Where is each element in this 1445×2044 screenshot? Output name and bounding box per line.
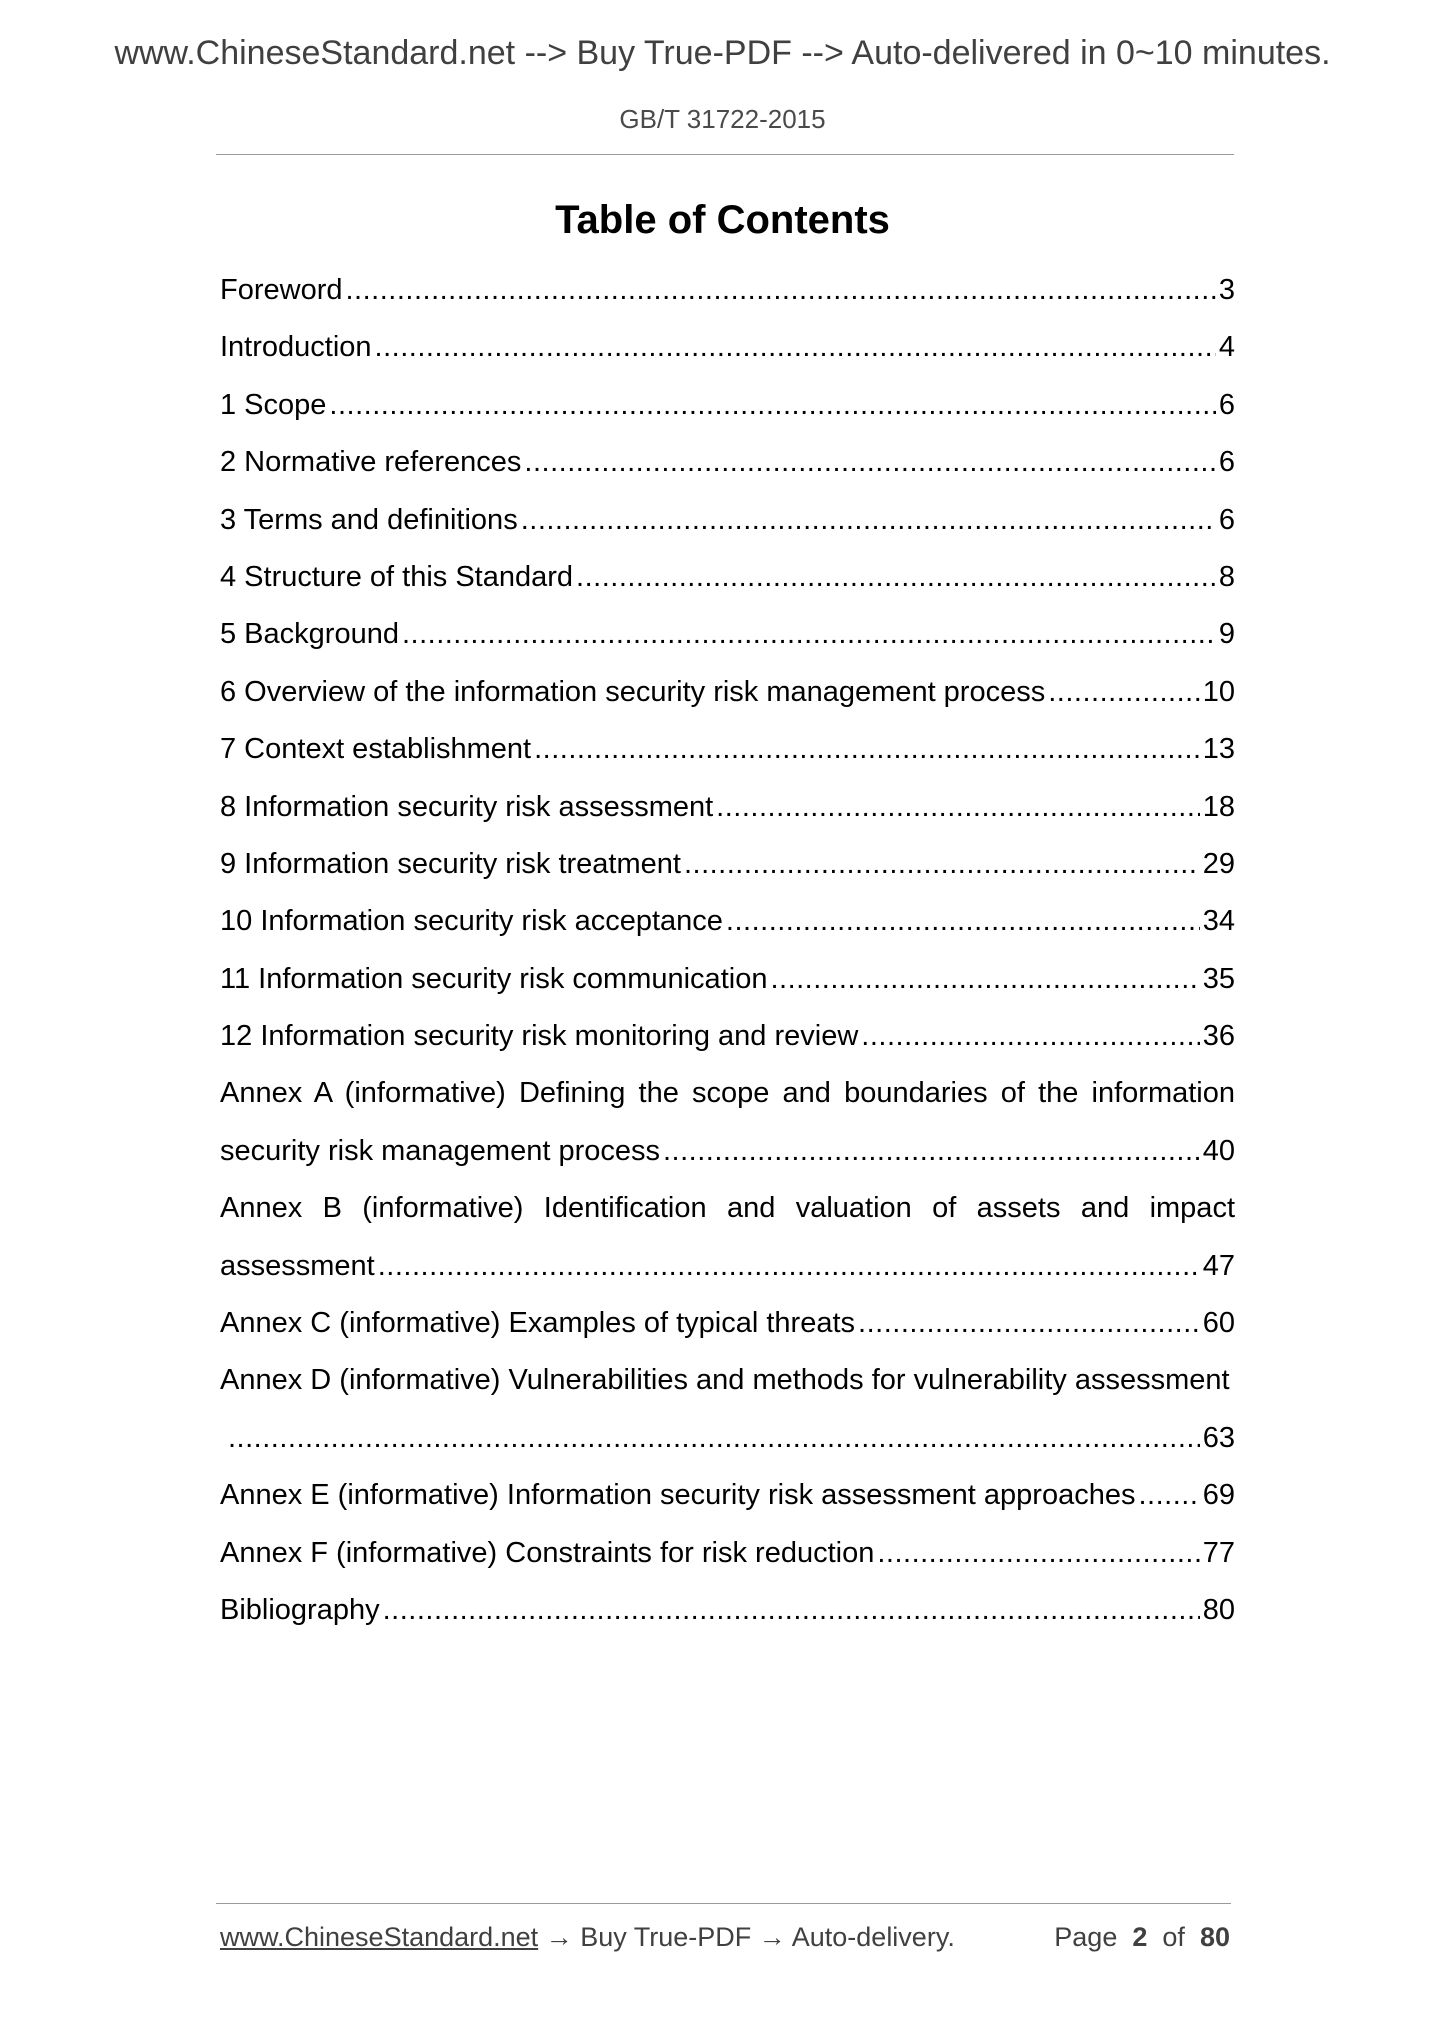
- page-footer: [220, 1922, 1230, 1953]
- toc-entry-page: 4: [1218, 331, 1235, 364]
- toc-entry-title: assessment: [220, 1249, 375, 1282]
- dot-leader: [383, 1582, 1200, 1639]
- toc-entry-page: 36: [1202, 1020, 1235, 1053]
- toc-entry-page: 47: [1202, 1249, 1235, 1282]
- toc-entry-foreword[interactable]: [220, 262, 1235, 319]
- toc-entry-annex-c[interactable]: [220, 1295, 1235, 1352]
- toc-entry-title: 10 Information security risk acceptance: [220, 905, 723, 938]
- toc-entry-page: 80: [1202, 1593, 1235, 1626]
- footer-site-link[interactable]: www.ChineseStandard.net: [220, 1922, 539, 1952]
- toc-entry-title: Annex A (informative) Defining the scope and boundaries of the information: [220, 1077, 1235, 1110]
- page-label: Page: [1054, 1922, 1118, 1952]
- toc-entry-risk-assessment[interactable]: [220, 779, 1235, 836]
- toc-entry-context-establishment[interactable]: [220, 721, 1235, 778]
- dot-leader: [378, 1238, 1200, 1295]
- toc-entry-annex-f[interactable]: [220, 1525, 1235, 1582]
- header-divider: [216, 154, 1234, 155]
- toc-entry-bibliography[interactable]: [220, 1582, 1235, 1639]
- dot-leader: [716, 779, 1200, 836]
- toc-entry-page: 13: [1202, 733, 1235, 766]
- toc-entry-title: 5 Background: [220, 618, 399, 651]
- toc-entry-title: 7 Context establishment: [220, 733, 532, 766]
- toc-entry-title: 9 Information security risk treatment: [220, 847, 681, 880]
- dot-leader: [1138, 1467, 1199, 1524]
- toc-entry-annex-e[interactable]: [220, 1467, 1235, 1524]
- toc-entry-risk-treatment[interactable]: [220, 836, 1235, 893]
- of-label: of: [1162, 1922, 1185, 1952]
- toc-entry-overview[interactable]: [220, 664, 1235, 721]
- standard-code: GB/T 31722-2015: [619, 104, 826, 134]
- toc-entry-page: 40: [1202, 1134, 1235, 1167]
- toc-entry-title: 6 Overview of the information security risk management process: [220, 675, 1046, 708]
- toc-entry-annex-a-line2[interactable]: [220, 1123, 1235, 1180]
- toc-entry-page: 18: [1202, 790, 1235, 823]
- dot-leader: [228, 1410, 1200, 1467]
- page-total: 80: [1199, 1922, 1230, 1952]
- toc-entry-annex-a-line1[interactable]: [220, 1065, 1235, 1122]
- dot-leader: [534, 721, 1200, 778]
- toc-entry-page: 35: [1202, 962, 1235, 995]
- toc-entry-page: 6: [1218, 503, 1235, 536]
- footer-left: [220, 1922, 955, 1953]
- toc-entry-risk-acceptance[interactable]: [220, 893, 1235, 950]
- toc-entry-title: 12 Information security risk monitoring and review: [220, 1020, 859, 1053]
- toc-entry-title: 11 Information security risk communication: [220, 962, 768, 995]
- toc-entry-normative-references[interactable]: [220, 434, 1235, 491]
- footer-tagline: → Buy True-PDF → Auto-delivery.: [538, 1922, 955, 1952]
- toc-entry-title: 8 Information security risk assessment: [220, 790, 714, 823]
- toc-entry-page: 6: [1218, 388, 1235, 421]
- top-banner: www.ChineseStandard.net --> Buy True-PDF --> Auto-delivered in 0~10 minutes.: [114, 34, 1331, 72]
- toc-entry-title: 1 Scope: [220, 388, 327, 421]
- dot-leader: [877, 1525, 1199, 1582]
- toc-entry-title: security risk management process: [220, 1134, 660, 1167]
- toc-entry-annex-d-line2[interactable]: [220, 1410, 1235, 1467]
- toc-entry-background[interactable]: [220, 606, 1235, 663]
- dot-leader: [576, 549, 1216, 606]
- toc-entry-page: 3: [1218, 274, 1235, 306]
- dot-leader: [726, 893, 1200, 950]
- toc-entry-risk-communication[interactable]: [220, 951, 1235, 1008]
- toc-entry-terms-and-definitions[interactable]: [220, 492, 1235, 549]
- toc-entry-title: 3 Terms and definitions: [220, 503, 518, 536]
- toc-entry-title: Annex D (informative) Vulnerabilities and methods for vulnerability assessment: [220, 1364, 1230, 1397]
- toc-entry-page: 8: [1218, 560, 1235, 593]
- toc-entry-annex-d-line1[interactable]: [220, 1352, 1235, 1409]
- dot-leader: [770, 951, 1199, 1008]
- toc-entry-title: Introduction: [220, 331, 372, 364]
- toc-entry-scope[interactable]: [220, 377, 1235, 434]
- dot-leader: [521, 492, 1216, 549]
- dot-leader: [861, 1008, 1199, 1065]
- toc-entry-introduction[interactable]: [220, 319, 1235, 376]
- toc-entry-page: 69: [1202, 1479, 1235, 1512]
- page-current: 2: [1132, 1922, 1148, 1952]
- dot-leader: [663, 1123, 1200, 1180]
- page-number: [1054, 1922, 1230, 1953]
- dot-leader: [524, 434, 1215, 491]
- dot-leader: [375, 319, 1216, 376]
- dot-leader: [329, 377, 1215, 434]
- toc-entry-page: 60: [1202, 1307, 1235, 1340]
- toc-entry-page: 29: [1202, 847, 1235, 880]
- toc-entry-title: Annex B (informative) Identification and valuation of assets and impact: [220, 1192, 1235, 1225]
- toc-entry-annex-b-line2[interactable]: [220, 1238, 1235, 1295]
- toc-entry-page: 10: [1202, 675, 1235, 708]
- toc-entry-title: 4 Structure of this Standard: [220, 560, 574, 593]
- toc-entry-page: 34: [1202, 905, 1235, 938]
- table-of-contents: [220, 262, 1235, 1639]
- toc-entry-monitoring-and-review[interactable]: [220, 1008, 1235, 1065]
- toc-entry-title: Annex C (informative) Examples of typical threats: [220, 1307, 856, 1340]
- toc-entry-title: Bibliography: [220, 1593, 380, 1626]
- dot-leader: [684, 836, 1200, 893]
- toc-entry-page: 6: [1218, 446, 1235, 479]
- toc-title: Table of Contents: [555, 198, 890, 242]
- toc-entry-annex-b-line1[interactable]: [220, 1180, 1235, 1237]
- toc-entry-page: 77: [1202, 1536, 1235, 1569]
- dot-leader: [346, 262, 1216, 319]
- dot-leader: [1048, 664, 1200, 721]
- toc-entry-structure[interactable]: [220, 549, 1235, 606]
- toc-entry-title: Annex F (informative) Constraints for risk reduction: [220, 1536, 875, 1569]
- dot-leader: [858, 1295, 1200, 1352]
- dot-leader: [402, 606, 1216, 663]
- toc-entry-page: 63: [1202, 1421, 1235, 1454]
- toc-entry-page: 9: [1218, 618, 1235, 651]
- toc-entry-title: Foreword: [220, 274, 343, 306]
- toc-entry-title: Annex E (informative) Information security risk assessment approaches: [220, 1479, 1136, 1512]
- toc-entry-title: 2 Normative references: [220, 446, 522, 479]
- footer-divider: [216, 1903, 1231, 1904]
